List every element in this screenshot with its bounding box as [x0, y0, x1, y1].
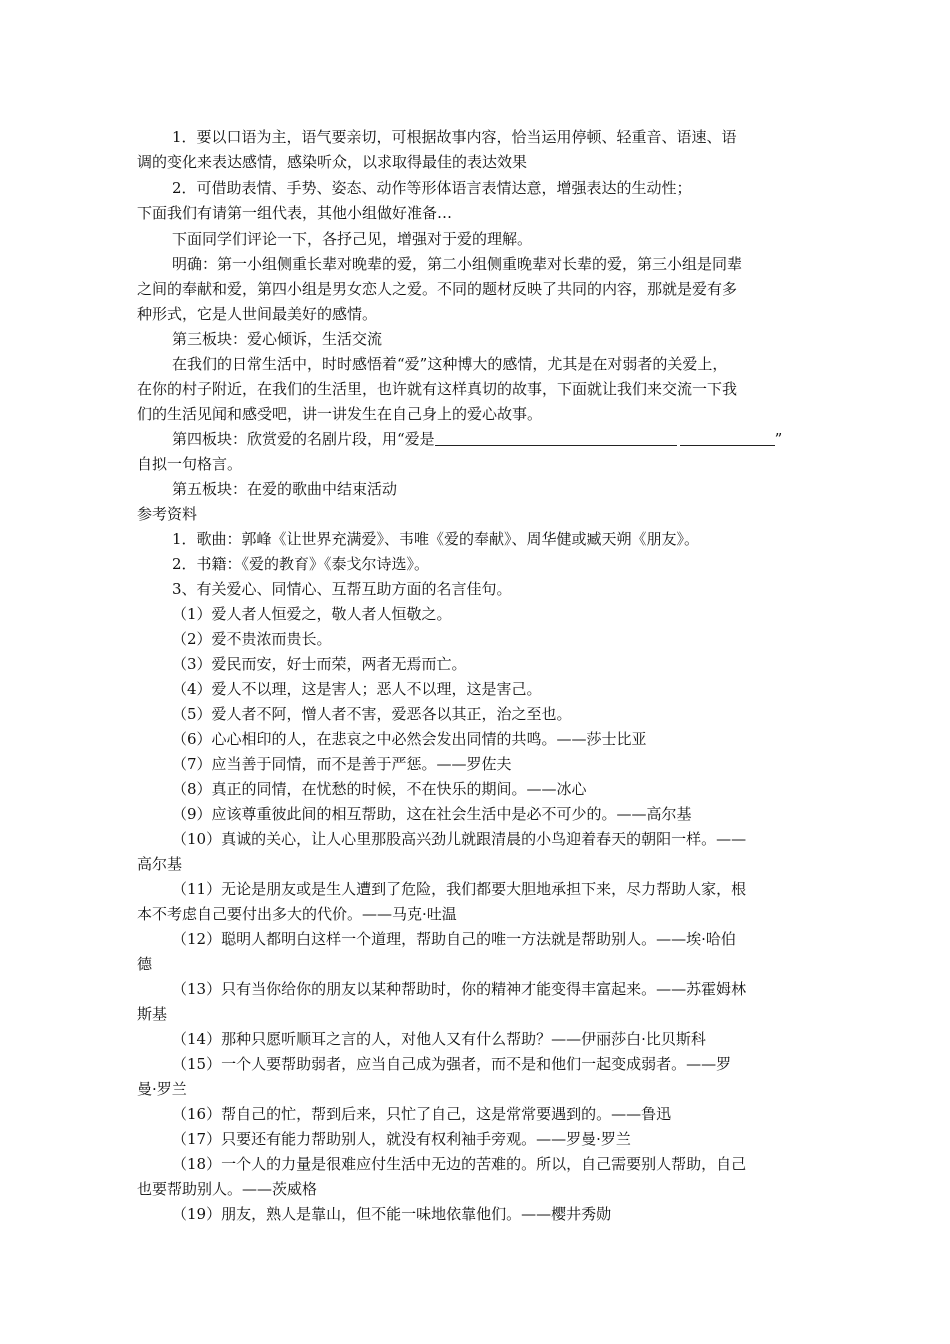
quote-item: （2）爱不贵浓而贵长。 — [172, 630, 332, 648]
quote-item: （12）聪明人都明白这样一个道理，帮助自己的唯一方法就是帮助别人。——埃·哈伯 — [172, 930, 736, 948]
paragraph-line: 在你的村子附近，在我们的生活里，也许就有这样真切的故事，下面就让我们来交流一下我 — [137, 380, 738, 398]
quote-item: （3）爱民而安，好士而荣，两者无焉而亡。 — [172, 655, 467, 673]
quote-item: （17）只要还有能力帮助别人，就没有权利袖手旁观。——罗曼·罗兰 — [172, 1130, 631, 1148]
quote-item: （10）真诚的关心，让人心里那股高兴劲儿就跟清晨的小鸟迎着春天的朝阳一样。—— — [172, 830, 747, 848]
list-item: 1．歌曲：郭峰《让世界充满爱》、韦唯《爱的奉献》、周华健或臧天朔《朋友》。 — [172, 530, 700, 548]
quote-item: （18）一个人的力量是很难应付生活中无边的苦难的。所以，自己需要别人帮助，自己 — [172, 1155, 747, 1173]
paragraph-line: 种形式，它是人世间最美好的感情。 — [137, 305, 378, 323]
paragraph-line: 们的生活见闻和感受吧，讲一讲发生在自己身上的爱心故事。 — [137, 405, 543, 423]
paragraph-line: 2．可借助表情、手势、姿态、动作等形体语言表情达意，增强表达的生动性； — [172, 179, 692, 197]
paragraph-line: 明确：第一小组侧重长辈对晚辈的爱，第二小组侧重晚辈对长辈的爱，第三小组是同辈 — [172, 255, 743, 273]
fill-in-line — [172, 429, 782, 449]
blank-underline — [435, 429, 677, 446]
quote-item: （16）帮自己的忙，帮到后来，只忙了自己，这是常常要遇到的。——鲁迅 — [172, 1105, 672, 1123]
quote-item-continued: 斯基 — [137, 1005, 168, 1023]
section-heading: 第五板块：在爱的歌曲中结束活动 — [172, 480, 398, 498]
quote-item: （14）那种只愿听顺耳之言的人，对他人又有什么帮助？——伊丽莎白·比贝斯科 — [172, 1030, 706, 1048]
quote-item: （19）朋友，熟人是靠山，但不能一味地依靠他们。——樱井秀勋 — [172, 1205, 612, 1223]
paragraph-line: 在我们的日常生活中，时时感悟着“爱”这种博大的感情，尤其是在对弱者的关爱上， — [172, 355, 728, 373]
section-heading: 第三板块：爱心倾诉，生活交流 — [172, 330, 383, 348]
quote-item-continued: 高尔基 — [137, 855, 183, 873]
paragraph-line: 之间的奉献和爱，第四小组是男女恋人之爱。不同的题材反映了共同的内容，那就是爱有多 — [137, 280, 738, 298]
quote-item-continued: 曼·罗兰 — [137, 1080, 187, 1098]
quote-item: （4）爱人不以理，这是害人；恶人不以理，这是害己。 — [172, 680, 542, 698]
quote-item-continued: 德 — [137, 955, 153, 973]
quote-item-continued: 也要帮助别人。——茨威格 — [137, 1180, 318, 1198]
paragraph-line: 1．要以口语为主，语气要亲切，可根据故事内容，恰当运用停顿、轻重音、语速、语 — [172, 128, 737, 146]
section-heading: 参考资料 — [137, 505, 198, 523]
quote-item: （13）只有当你给你的朋友以某种帮助时，你的精神才能变得丰富起来。——苏霍姆林 — [172, 980, 747, 998]
quote-item: （1）爱人者人恒爱之，敬人者人恒敬之。 — [172, 605, 452, 623]
blank-underline — [680, 429, 775, 446]
paragraph-line: 自拟一句格言。 — [137, 455, 243, 473]
quote-item-continued: 本不考虑自己要付出多大的代价。——马克·吐温 — [137, 905, 457, 923]
paragraph-line: 下面同学们评论一下，各抒己见，增强对于爱的理解。 — [172, 230, 533, 248]
quote-item: （6）心心相印的人，在悲哀之中必然会发出同情的共鸣。——莎士比亚 — [172, 730, 647, 748]
quote-item: （11）无论是朋友或是生人遭到了危险，我们都要大胆地承担下来，尽力帮助人家，根 — [172, 880, 747, 898]
quote-item: （9）应该尊重彼此间的相互帮助，这在社会生活中是必不可少的。——高尔基 — [172, 805, 692, 823]
quote-item: （5）爱人者不阿，憎人者不害，爱恶各以其正，治之至也。 — [172, 705, 572, 723]
quote-item: （15）一个人要帮助弱者，应当自己成为强者，而不是和他们一起变成弱者。——罗 — [172, 1055, 732, 1073]
list-item: 3、有关爱心、同情心、互帮互助方面的名言佳句。 — [172, 580, 512, 598]
quote-item: （8）真正的同情，在忧愁的时候，不在快乐的期间。——冰心 — [172, 780, 587, 798]
fill-in-suffix: ” — [774, 430, 783, 448]
list-item: 2．书籍：《爱的教育》《泰戈尔诗选》。 — [172, 555, 430, 573]
fill-in-prefix: 第四板块：欣赏爱的名剧片段，用“爱是 — [172, 430, 435, 448]
paragraph-line: 调的变化来表达感情，感染听众，以求取得最佳的表达效果 — [137, 153, 528, 171]
paragraph-line: 下面我们有请第一组代表，其他小组做好准备… — [137, 204, 453, 222]
quote-item: （7）应当善于同情，而不是善于严惩。——罗佐夫 — [172, 755, 512, 773]
